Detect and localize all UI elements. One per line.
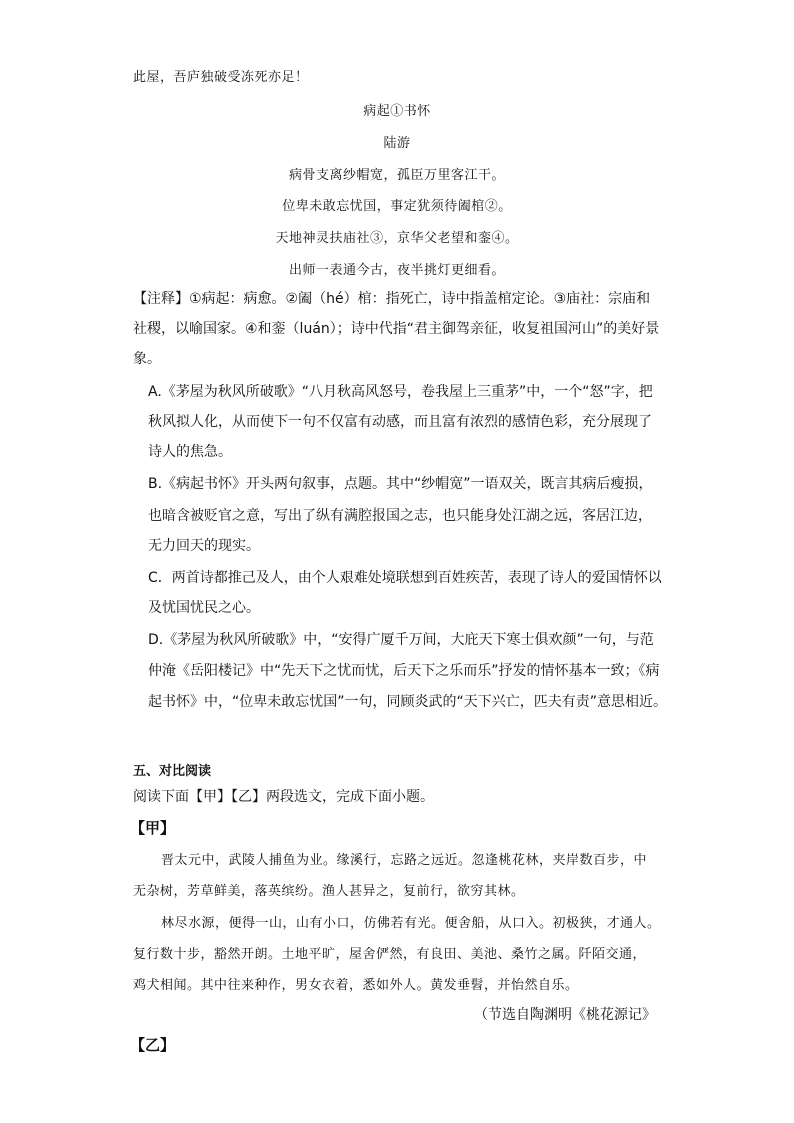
poem-title: 病起①书怀 (363, 104, 431, 119)
option-d-line: D.《茅屋为秋风所破歌》中，“安得广厦千万间，大庇天下寒士俱欢颜”一句，与范 (148, 632, 654, 648)
notes-line: 象。 (133, 351, 161, 367)
notes-line: 社稷，以喻国家。④和銮（luán）；诗中代指“君主御驾亲征，收复祖国河山”的美好景 (133, 321, 660, 337)
jia-label: 【甲】 (130, 819, 176, 837)
top-line: 此屋，吾庐独破受冻死亦足！ (133, 70, 309, 85)
option-d-line: 起书怀》中，“位卑未敢忘忧国”一句，同顾炎武的“天下兴亡，匹夫有责”意思相近。 (148, 694, 668, 710)
passage-line: 无杂树，芳草鲜美，落英缤纷。渔人甚异之，复前行，欲穷其林。 (133, 884, 525, 899)
option-b-line: 也暗含被贬官之意，写出了纵有满腔报国之志，也只能身处江湖之远，客居江边， (148, 508, 652, 524)
yi-label: 【乙】 (130, 1036, 176, 1054)
poem-line: 病骨支离纱帽宽，孤臣万里客江干。 (288, 168, 505, 183)
passage-line: 复行数十步，豁然开朗。土地平旷，屋舍俨然，有良田、美池、桑竹之属。阡陌交通， (133, 947, 647, 962)
option-b-line: 无力回天的现实。 (148, 538, 260, 554)
option-a-line: A.《茅屋为秋风所破歌》“八月秋高风怒号，卷我屋上三重茅”中，一个“怒”字，把 (148, 384, 653, 400)
option-c-line: 及忧国忧民之心。 (148, 600, 260, 616)
passage-line: 晋太元中，武陵人捕鱼为业。缘溪行，忘路之远近。忽逢桃花林，夹岸数百步，中 (161, 853, 648, 868)
passage-source: （节选自陶渊明《桃花源记》 (474, 1007, 656, 1023)
poem-line: 天地神灵扶庙社③，京华父老望和銮④。 (275, 231, 519, 246)
poem-line: 位卑未敢忘忧国，事定犹须待阖棺②。 (282, 199, 512, 214)
passage-line: 林尽水源，便得一山，山有小口，仿佛若有光。便舍船，从口入。初极狭，才通人。 (161, 916, 661, 931)
option-c-line: C．两首诗都推己及人，由个人艰难处境联想到百姓疾苦，表现了诗人的爱国情怀以 (148, 570, 662, 586)
poem-author: 陆游 (383, 136, 411, 151)
option-d-line: 仲淹《岳阳楼记》中“先天下之忧而忧，后天下之乐而乐”抒发的情怀基本一致；《病 (148, 663, 660, 679)
option-a-line: 诗人的焦急。 (148, 444, 232, 460)
option-b-line: B.《病起书怀》开头两句叙事，点题。其中“纱帽宽”一语双关，既言其病后瘦损， (148, 476, 653, 492)
section-heading: 五、对比阅读 (133, 764, 212, 779)
notes-line: 【注释】①病起：病愈。②阖（hé）棺：指死亡，诗中指盖棺定论。③庙社：宗庙和 (133, 291, 651, 307)
poem-line: 出师一表通今古，夜半挑灯更细看。 (288, 263, 505, 278)
passage-line: 鸡犬相闻。其中往来种作，男女衣着，悉如外人。黄发垂髫，并怡然自乐。 (133, 978, 579, 993)
option-a-line: 秋风拟人化，从而使下一句不仅富有动感，而且富有浓烈的感情色彩，充分展现了 (148, 414, 652, 430)
section-instruction: 阅读下面【甲】【乙】两段选文，完成下面小题。 (133, 789, 434, 805)
